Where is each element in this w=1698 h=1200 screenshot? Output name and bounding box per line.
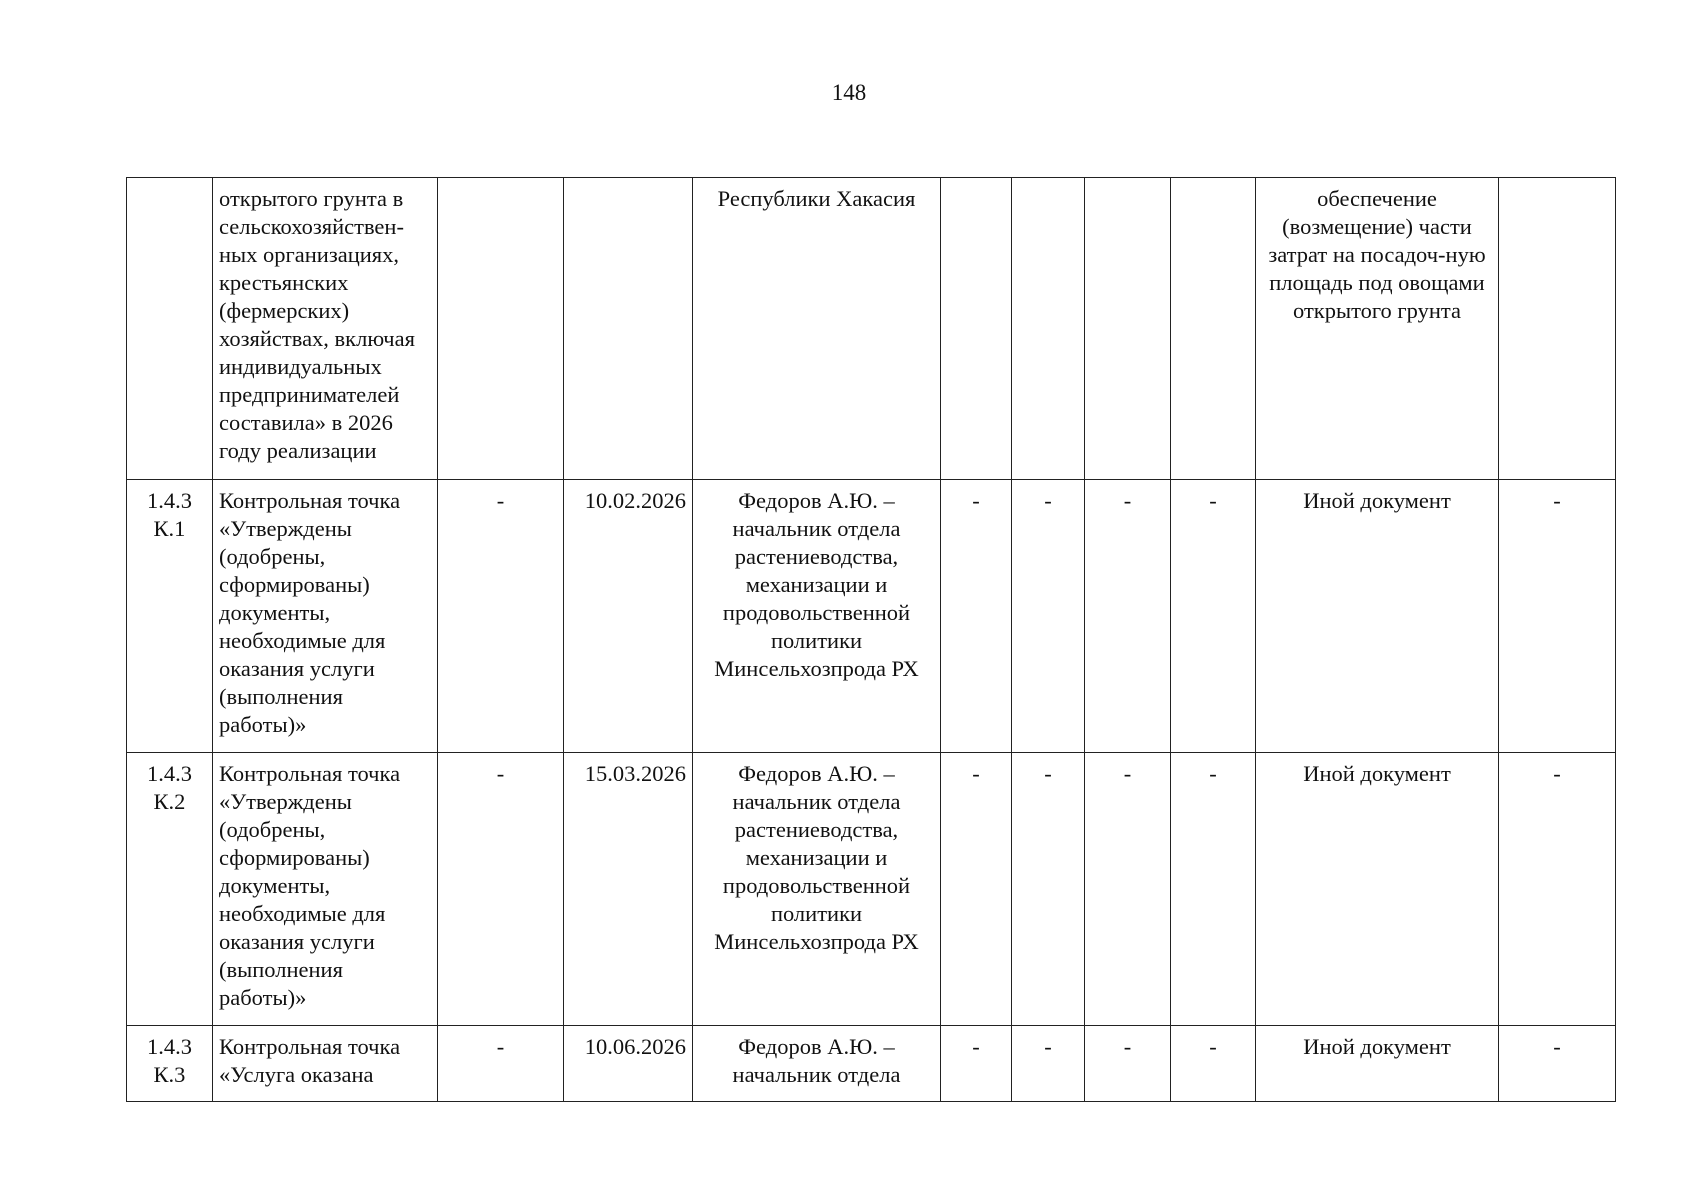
table-row	[127, 480, 1616, 753]
cell-empty	[941, 178, 1012, 480]
cell-document: Иной документ	[1256, 480, 1499, 753]
cell-end: 15.03.2026	[564, 753, 693, 1026]
cell-responsible: Федоров А.Ю. – начальник отдела растениеводства, механизации и продовольственной политики Минсельхозпрода РХ	[693, 480, 941, 753]
row-number: 1.4.3	[147, 1034, 192, 1059]
cell-dash: -	[1499, 753, 1616, 1026]
cell-description: открытого грунта в сельскохозяйствен-ных организациях, крестьянских (фермерских) хозяйствах, включая индивидуальных предпринимателей составила» в 2026 году реализации	[213, 178, 438, 480]
cell-start: -	[438, 753, 564, 1026]
cell-dash: -	[1171, 1026, 1256, 1102]
cell-description: Контрольная точка «Утверждены (одобрены, сформированы) документы, необходимые для оказания услуги (выполнения работы)»	[213, 480, 438, 753]
row-sub-number: К.1	[153, 516, 186, 541]
cell-end	[564, 178, 693, 480]
cell-empty	[1499, 178, 1616, 480]
cell-num	[127, 1026, 213, 1102]
table-row	[127, 1026, 1616, 1102]
cell-start: -	[438, 1026, 564, 1102]
cell-empty	[1171, 178, 1256, 480]
cell-responsible: Федоров А.Ю. – начальник отдела растениеводства, механизации и продовольственной политики Минсельхозпрода РХ	[693, 753, 941, 1026]
cell-dash: -	[1012, 480, 1085, 753]
row-sub-number: К.3	[153, 1062, 186, 1087]
cell-dash: -	[941, 1026, 1012, 1102]
cell-start	[438, 178, 564, 480]
cell-description: Контрольная точка «Утверждены (одобрены, сформированы) документы, необходимые для оказания услуги (выполнения работы)»	[213, 753, 438, 1026]
cell-document: обеспечение (возмещение) части затрат на посадоч-ную площадь под овощами открытого грунта	[1256, 178, 1499, 480]
cell-num	[127, 178, 213, 480]
cell-responsible: Федоров А.Ю. – начальник отдела	[693, 1026, 941, 1102]
row-number: 1.4.3	[147, 488, 192, 513]
cell-empty	[1085, 178, 1171, 480]
cell-end: 10.02.2026	[564, 480, 693, 753]
cell-document: Иной документ	[1256, 753, 1499, 1026]
cell-end: 10.06.2026	[564, 1026, 693, 1102]
cell-dash: -	[1171, 753, 1256, 1026]
cell-dash: -	[1499, 1026, 1616, 1102]
cell-start: -	[438, 480, 564, 753]
cell-dash: -	[941, 480, 1012, 753]
cell-dash: -	[1085, 480, 1171, 753]
table-row	[127, 178, 1616, 480]
cell-dash: -	[1012, 1026, 1085, 1102]
cell-document: Иной документ	[1256, 1026, 1499, 1102]
cell-dash: -	[1012, 753, 1085, 1026]
page-number: 148	[831, 80, 867, 105]
cell-num	[127, 480, 213, 753]
cell-description: Контрольная точка «Услуга оказана	[213, 1026, 438, 1102]
row-number: 1.4.3	[147, 761, 192, 786]
cell-dash: -	[1499, 480, 1616, 753]
cell-num	[127, 753, 213, 1026]
row-sub-number: К.2	[153, 789, 186, 814]
table-row	[127, 753, 1616, 1026]
cell-dash: -	[1171, 480, 1256, 753]
cell-responsible: Республики Хакасия	[693, 178, 941, 480]
plan-table	[126, 177, 1616, 1102]
cell-empty	[1012, 178, 1085, 480]
cell-dash: -	[1085, 753, 1171, 1026]
cell-dash: -	[1085, 1026, 1171, 1102]
cell-dash: -	[941, 753, 1012, 1026]
